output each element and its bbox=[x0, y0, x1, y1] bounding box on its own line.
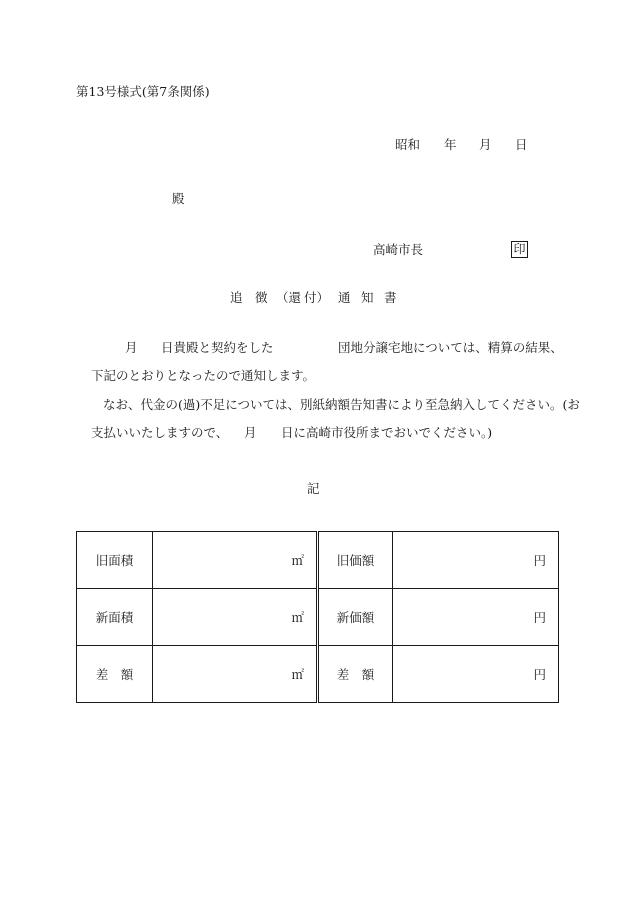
area-unit: ㎡ bbox=[291, 667, 304, 682]
diff-price-label: 差 額 bbox=[336, 667, 375, 682]
old-area-value-cell bbox=[153, 532, 318, 589]
body-line4-end: 日に高崎市役所までおいでください。) bbox=[281, 425, 493, 440]
body-line1-mid: 日貴殿と契約をした bbox=[161, 340, 274, 355]
price-label-cell bbox=[318, 532, 393, 589]
price-unit: 円 bbox=[533, 610, 546, 625]
title-char: 付） bbox=[304, 290, 330, 305]
body-line2: 下記のとおりとなったので通知します。 bbox=[91, 368, 316, 383]
date-year: 年 bbox=[444, 137, 457, 152]
price-label-cell bbox=[318, 589, 393, 646]
area-label-cell bbox=[77, 646, 153, 703]
old-area-label: 旧面積 bbox=[95, 553, 134, 568]
title-char: 徴 bbox=[255, 290, 268, 305]
ki-heading: 記 bbox=[307, 481, 320, 496]
price-unit: 円 bbox=[533, 667, 546, 682]
date-era: 昭和 bbox=[395, 137, 421, 152]
new-price-label: 新価額 bbox=[336, 610, 375, 625]
new-area-value-cell bbox=[153, 589, 318, 646]
area-label-cell bbox=[77, 532, 153, 589]
diff-area-label: 差 額 bbox=[95, 667, 134, 682]
issuer: 高崎市長 bbox=[373, 242, 424, 257]
new-area-label: 新面積 bbox=[95, 610, 134, 625]
old-price-label: 旧価額 bbox=[336, 553, 375, 568]
settlement-table bbox=[76, 531, 559, 703]
title-char: （還 bbox=[276, 290, 302, 305]
seal-mark: 印 bbox=[511, 241, 528, 258]
diff-area-value-cell bbox=[153, 646, 318, 703]
area-label-cell bbox=[77, 589, 153, 646]
diff-price-value-cell bbox=[393, 646, 559, 703]
body-line4-month: 月 bbox=[244, 425, 257, 440]
body-line1-end: 団地分譲宅地については、精算の結果、 bbox=[338, 340, 563, 355]
title-char: 知 bbox=[361, 290, 374, 305]
area-unit: ㎡ bbox=[291, 553, 304, 568]
area-unit: ㎡ bbox=[291, 610, 304, 625]
price-label-cell bbox=[318, 646, 393, 703]
body-line3: なお、代金の(過)不足については、別紙納額告知書により至急納入してください。(お bbox=[103, 397, 580, 412]
form-number: 第13号様式(第7条関係) bbox=[76, 84, 210, 99]
body-month: 月 bbox=[125, 340, 138, 355]
title-char: 通 bbox=[338, 290, 351, 305]
date-month: 月 bbox=[479, 137, 492, 152]
title-char: 追 bbox=[230, 290, 243, 305]
body-line4-start: 支払いいたしますので、 bbox=[91, 425, 229, 440]
table-row bbox=[77, 646, 559, 703]
table-row bbox=[77, 532, 559, 589]
price-unit: 円 bbox=[533, 553, 546, 568]
new-price-value-cell bbox=[393, 589, 559, 646]
table-row bbox=[77, 589, 559, 646]
addressee-suffix: 殿 bbox=[172, 191, 185, 206]
date-day: 日 bbox=[515, 137, 528, 152]
title-char: 書 bbox=[384, 290, 397, 305]
old-price-value-cell bbox=[393, 532, 559, 589]
